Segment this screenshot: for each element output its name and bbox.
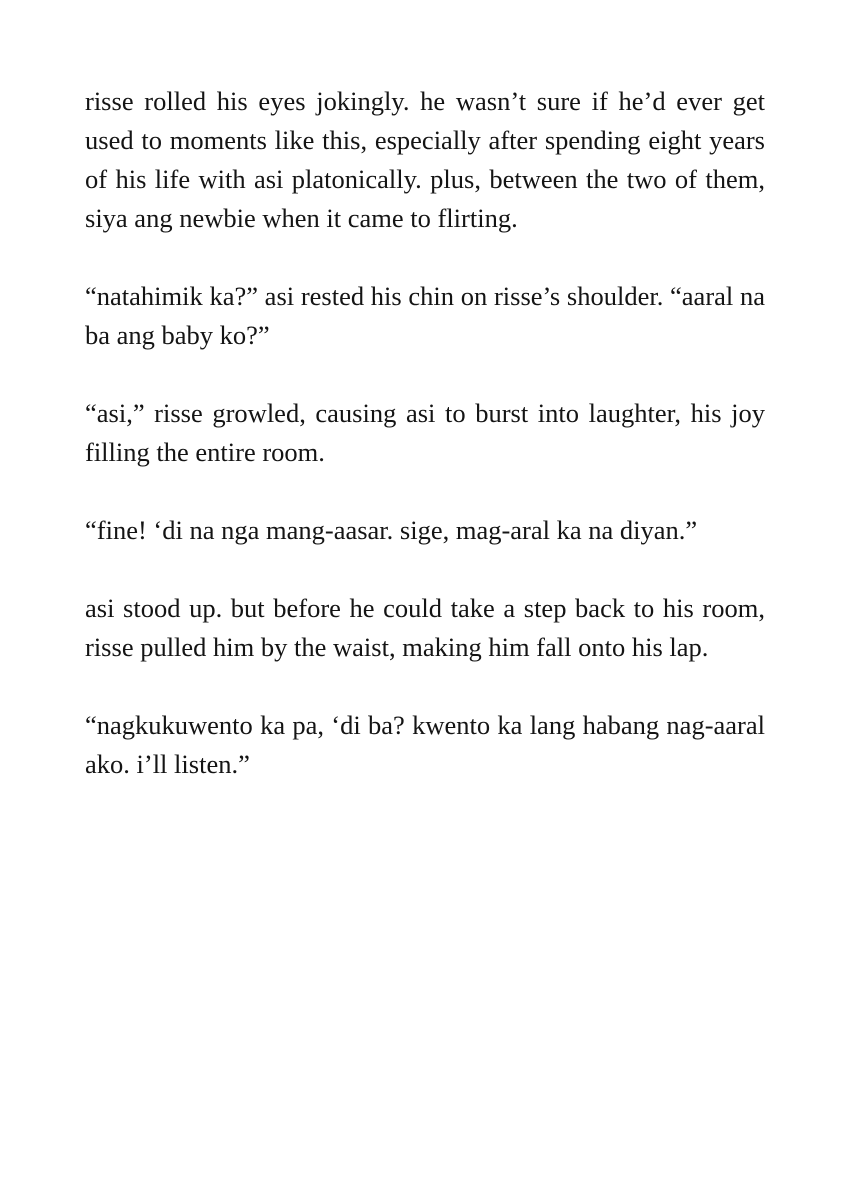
paragraph-3: “asi,” risse growled, causing asi to burst into laughter, his joy filling the entire room. [85, 398, 765, 467]
story-text [85, 82, 765, 784]
paragraph-2: “natahimik ka?” asi rested his chin on risse’s shoulder. “aaral na ba ang baby ko?” [85, 281, 765, 350]
paragraph-5: asi stood up. but before he could take a step back to his room, risse pulled him by the waist, making him fall onto his lap. [85, 593, 765, 662]
paragraph-1: risse rolled his eyes jokingly. he wasn’t sure if he’d ever get used to moments like this, especially after spending eight years of his life with asi platonically. plus, between the two of them, siya ang newbie when it came to flirting. [85, 86, 765, 233]
paragraph-4: “fine! ‘di na nga mang-aasar. sige, mag-aral ka na diyan.” [85, 515, 698, 545]
paragraph-6: “nagkukuwento ka pa, ‘di ba? kwento ka lang habang nag-aaral ako. i’ll listen.” [85, 710, 765, 779]
